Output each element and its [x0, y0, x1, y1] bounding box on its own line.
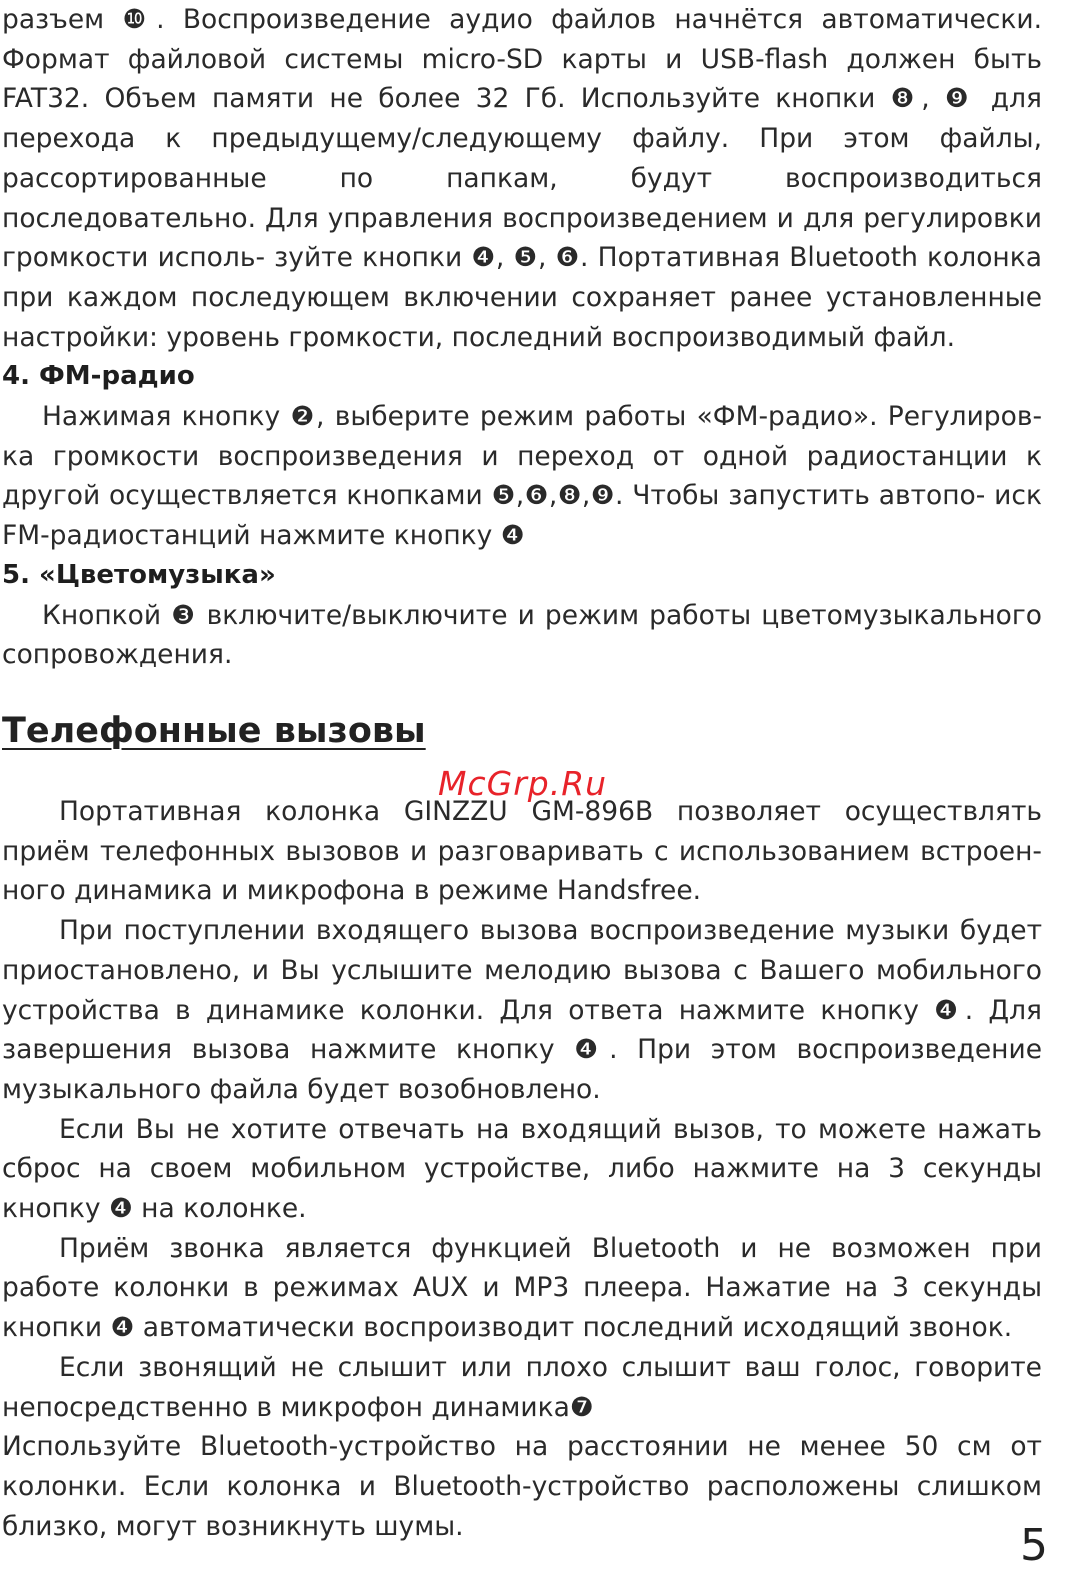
paragraph-reject-call: Если Вы не хотите отвечать на входящий вызов, то можете нажать сброс на своем мобильном устройстве, либо нажмите на 3 секунды кнопку ❹ на колонке. — [2, 1113, 1042, 1225]
section-title-phone-calls: Телефонные вызовы — [2, 711, 426, 751]
page-content — [2, 0, 1042, 675]
watermark: McGrp.Ru — [438, 764, 608, 803]
paragraph-color-music: Кнопкой ❸ включите/выключите и режим работы цветомузыкального сопровождения. — [2, 599, 1042, 671]
paragraph-microphone: Если звонящий не слышит или плохо слышит ваш голос, говорите непосредственно в микрофон динамика❼ — [2, 1351, 1042, 1423]
phone-calls-content — [2, 792, 1042, 1546]
page-number: 5 — [1020, 1520, 1048, 1571]
paragraph-distance: Используйте Bluetooth-устройство на расстоянии не менее 50 см от колонки. Если колонка и Bluetooth-устройство расположены слишком близко, могут возникнуть шумы. — [2, 1431, 1042, 1542]
paragraph-bluetooth-only: Приём звонка является функцией Bluetooth и не возможен при работе колонки в режимах AUX и MP3 плеера. Нажатие на 3 секунды кнопки ❹ автоматически воспроизводит последний исходящий звонок. — [2, 1232, 1042, 1344]
paragraph-fm-radio: Нажимая кнопку ❷, выберите режим работы «ФМ-радио». Регулиров- ка громкости воспроизведения и переход от одной радиостанции к другой осуществляется кнопками ❺,❻,❽,❾. Чтобы запустить автопо- иск FM-радиостанций нажмите кнопку ❹ — [2, 401, 1042, 552]
paragraph-handsfree: Портативная колонка GINZZU GM-896B позволяет осуществлять приём телефонных вызовов и разговаривать с использованием встроен- ного динамика и микрофона в режиме Handsfree. — [2, 796, 1042, 907]
heading-fm-radio: 4. ФМ-радио — [2, 361, 195, 392]
paragraph-incoming-call: При поступлении входящего вызова воспроизведение музыки будет приостановлено, и Вы услышите мелодию вызова с Вашего мобильного устройства в динамике колонки. Для ответа нажмите кнопку ❹. Для завершения вызова нажмите кнопку ❹. При этом воспроизведение музыкального файла будет возобновлено. — [2, 915, 1042, 1105]
heading-color-music: 5. «Цветомузыка» — [2, 559, 276, 590]
paragraph-mp3-playback: разъем ❿. Воспроизведение аудио файлов начнётся автоматически. Формат файловой системы micro-SD карты и USB-flash должен быть FAT32. Объем памяти не более 32 Гб. Используйте кнопки ❽, ❾ для перехода к предыдущему/следующему файлу. При этом файлы, рассортированные по папкам, будут воспроизводиться последовательно. Для управления воспроизведением и для регулировки громкости исполь- зуйте кнопки ❹, ❺, ❻. Портативная Bluetooth колонка при каждом последующем включении сохраняет ранее установленные настройки: уровень громкости, последний воспроизводимый файл. — [2, 4, 1042, 353]
